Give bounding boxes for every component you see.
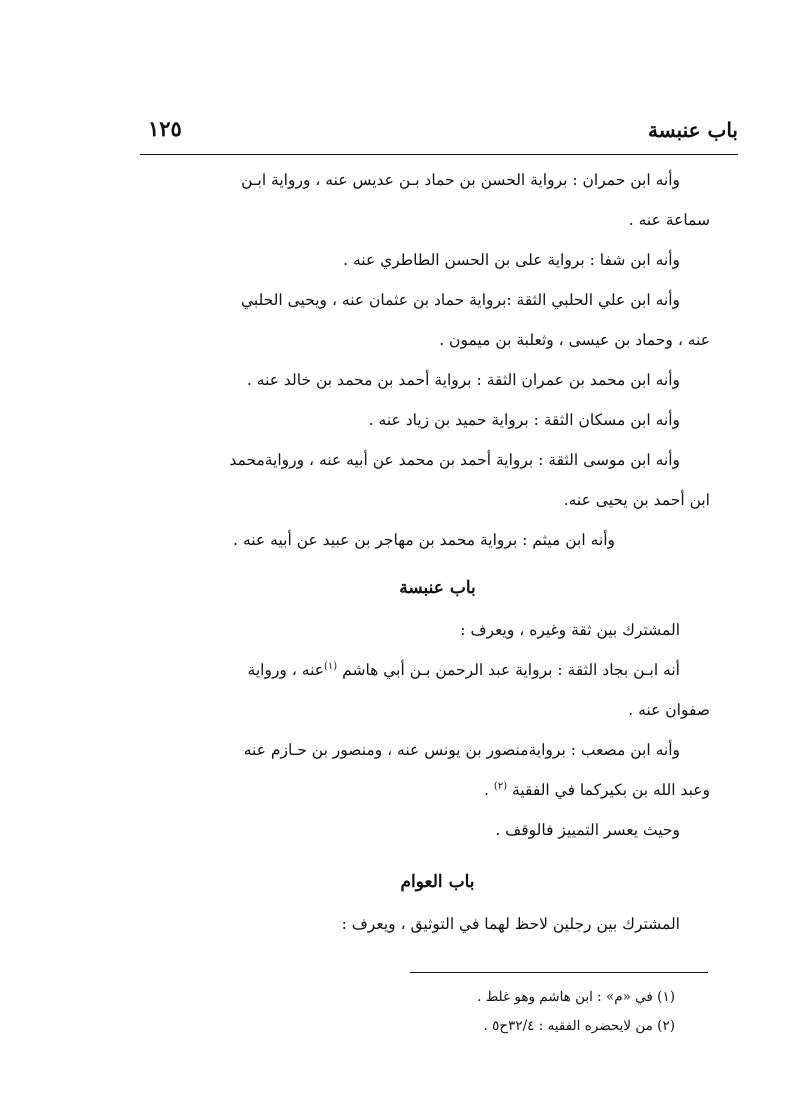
paragraph-line: وأنه ابن شفا : برواية على بن الحسن الطاطري عنه . bbox=[343, 251, 680, 269]
paragraph-line: وأنه ابن محمد بن عمران الثقة : برواية أحمد بن محمد بن خالد عنه . bbox=[246, 371, 680, 389]
running-title: باب عنبسة bbox=[647, 118, 738, 142]
paragraph-line bbox=[165, 770, 710, 810]
footnote-2: (٢) من لايحضره الفقيه : ٣٢/٤ح٥ . bbox=[483, 1018, 675, 1034]
text-run: أنه ابـن بجاد الثقة : برواية عبد الرحمن بـن أبي هاشم bbox=[342, 661, 680, 679]
paragraph-line: صفوان عنه . bbox=[628, 701, 710, 719]
section-heading-anbasa: باب عنبسة bbox=[399, 578, 476, 598]
paragraph-line: وأنه ابن موسى الثقة : برواية أحمد بن محمد عن أبيه عنه ، وروايةمحمد bbox=[229, 451, 680, 469]
paragraph-line: ابن أحمد بن يحيى عنه. bbox=[563, 491, 710, 509]
page-number: ١٢٥ bbox=[148, 116, 182, 141]
paragraph-line: وأنه ابن ميثم : برواية محمد بن مهاجر بن عبيد عن أبيه عنه . bbox=[233, 531, 615, 549]
header-rule bbox=[140, 154, 738, 155]
footnote-marker: (٢) bbox=[493, 780, 508, 792]
text-run: وعبد الله بن بكيركما في الفقية bbox=[512, 781, 710, 799]
paragraph-line: وأنه ابن حمران : برواية الحسن بن حماد بـن عديس عنه ، ورواية ابـن bbox=[241, 171, 680, 189]
footnote-1: (١) في «م» : ابن هاشم وهو غلط . bbox=[477, 989, 675, 1005]
paragraph-line: وأنه ابن مصعب : بروايةمنصور بن يونس عنه ، ومنصور بن حـازم عنه bbox=[243, 741, 680, 759]
paragraph-line: وأنه ابن علي الحلبي الثقة :برواية حماد بن عثمان عنه ، ويحيى الحلبي bbox=[240, 291, 680, 309]
page-header bbox=[140, 112, 738, 152]
footnote-marker: (١) bbox=[324, 660, 338, 672]
paragraph-line: وأنه ابن مسكان الثقة : برواية حميد بن زياد عنه . bbox=[368, 411, 680, 429]
paragraph-line: عنه ، وحماد بن عيسى ، وثعلبة بن ميمون . bbox=[439, 331, 710, 349]
paragraph-line: سماعة عنه . bbox=[628, 211, 710, 229]
section-heading-awwam: باب العوام bbox=[400, 872, 475, 892]
paragraph-line: وحيث يعسر التمييز فالوقف . bbox=[495, 821, 680, 839]
section-intro: المشترك بين رجلين لاحظ لهما في التوثيق ، ويعرف : bbox=[341, 915, 680, 933]
paragraph-line bbox=[165, 650, 710, 690]
section-intro: المشترك بين ثقة وغيره ، ويعرف : bbox=[460, 621, 680, 639]
page-body bbox=[165, 160, 710, 944]
text-run: عنه ، ورواية bbox=[247, 661, 325, 679]
text-run: . bbox=[484, 781, 494, 799]
footnote-rule bbox=[410, 972, 708, 973]
footnotes bbox=[300, 983, 675, 1041]
